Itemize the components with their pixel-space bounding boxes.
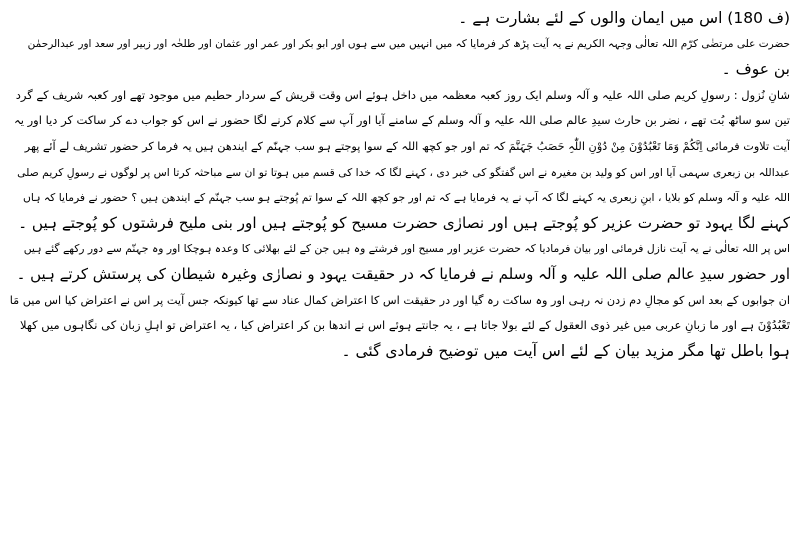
ali-statement-line-2: بن عوف ۔: [721, 60, 790, 79]
revelation-line-1: اس پر اللہ تعالٰی نے یہ آیت نازل فرمائی اور بیان فرمادیا کہ حضرت عزیر اور مسیح اور فرشتے وہ ہیں جن کے لئے بھلائی کا وعدہ ہوچکا اور وہ جہنّم سے دور رکھے گئے ہیں: [23, 242, 790, 256]
objection-line-2: تَعْبُدُوْنَ ہے اور ما زبانِ عربی میں غیر ذوی العقول کے لئے بولا جاتا ہے ، یہ جانتے ہوئے اس نے اندھا بن کر اعتراض کیا ، یہ اعتراض تو اہلِ زبان کی نگاہوں میں کھلا: [19, 318, 790, 333]
shan-e-nuzool-line-1: شانِ نُزول : رسولِ کریم صلی اللہ علیہ و آلہ وسلم ایک روز کعبہ معظمہ میں داخل ہوئے اس وقت قریش کے سردار حطیم میں موجود تھے اور کعبہ شریف کے گرد: [15, 87, 790, 102]
shan-e-nuzool-line-5: اللہ علیہ و آلہ وسلم کو بلایا ، ابنِ زبعری یہ کہنے لگا کہ آپ نے یہ فرمایا ہے کہ تم اور جو کچھ اللہ کے سوا تم پُوجتے ہو سب جہنّم کے ایندھن ہیں ؟ حضور نے فرمایا کہ ہاں: [22, 191, 790, 205]
ali-statement-line-1: حضرت علی مرتضٰی کرّم اللہ تعالٰی وجہہ الکریم نے یہ آیت پڑھ کر فرمایا کہ میں انہیں میں سے ہوں اور ابو بکر اور عمر اور عثمان اور طلحٰہ اور زبیر اور سعد اور عبدالرحمٰن: [27, 37, 790, 50]
shan-e-nuzool-line-2: تین سو ساٹھ بُت تھے ، نضر بن حارث سیدِ عالم صلی اللہ علیہ و آلہ وسلم کے سامنے آیا اور آپ سے کلام کرنے لگا حضور نے اس کو جواب دے کر ساکت کر دیا اور یہ: [14, 113, 790, 128]
shan-e-nuzool-line-6: کہنے لگا یہود تو حضرت عزیر کو پُوجتے ہیں اور نصارٰی حضرت مسیح کو پُوجتے ہیں اور بنی ملیح فرشتوں کو پُوجتے ہیں ۔: [18, 213, 790, 232]
revelation-line-2: اور حضور سیدِ عالم صلی اللہ علیہ و آلہ وسلم نے فرمایا کہ در حقیقت یہود و نصارٰی وغیرہ شیطان کی پرستش کرتے ہیں ۔: [16, 264, 790, 283]
objection-line-3: ہوا باطل تھا مگر مزید بیان کے لئے اس آیت میں توضیح فرمادی گئی ۔: [341, 341, 790, 360]
shan-e-nuzool-line-4: عبداللہ بن زبعری سہمی آیا اور اس کو ولید بن مغیرہ نے اس گفتگو کی خبر دی ، کہنے لگا کہ خدا کی قسم میں ہوتا تو ان سے مباحثہ کرتا اس پر لوگوں نے رسولِ کریم صلی: [17, 165, 790, 179]
objection-line-1: ان جوابوں کے بعد اس کو مجالِ دم زدن نہ رہی اور وہ ساکت رہ گیا اور در حقیقت اس کا اعتراض کمال عناد سے تھا کیونکہ جس آیت پر اس نے اعتراض کیا اس میں مَا: [10, 293, 790, 307]
shan-e-nuzool-line-3: آیت تلاوت فرمائی اِنَّکُمْ وَمَا تَعْبُدُوْنَ مِنْ دُوْنِ اللّٰہِ حَصَبُ جَہَنَّمَ کہ تم اور جو کچھ اللہ کے سوا پوجتے ہو سب جہنّم کے ایندھن ہیں یہ فرما کر حضور تشریف لے آئے پھر: [24, 139, 790, 153]
note-180-line: (ف 180) اس میں ایمان والوں کے لئے بشارت ہے ۔: [458, 9, 790, 27]
